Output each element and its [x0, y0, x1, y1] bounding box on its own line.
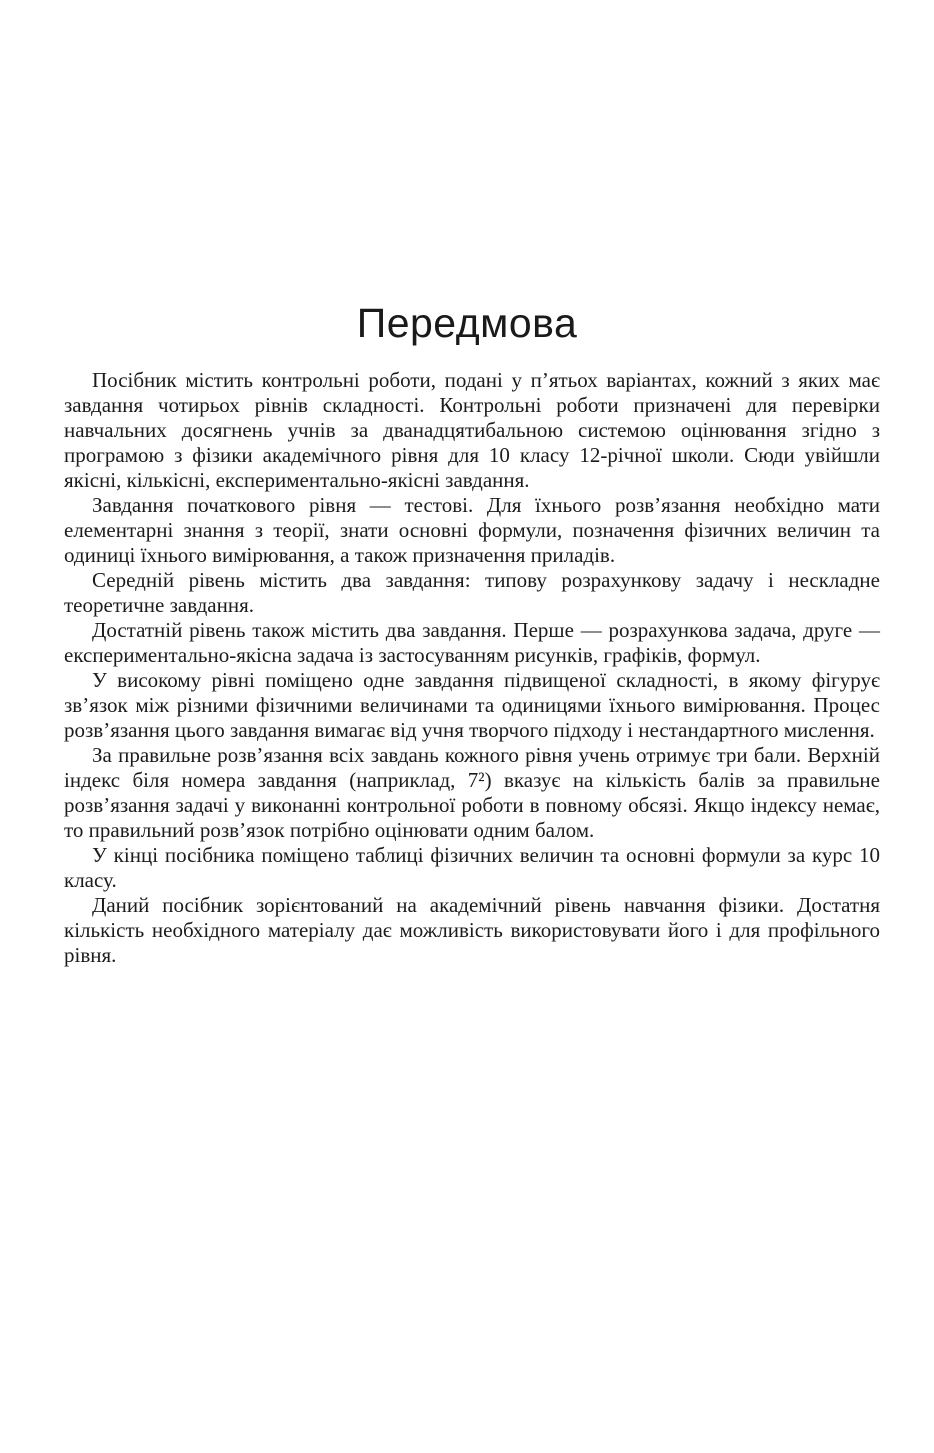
page-title: Передмова: [356, 300, 578, 346]
preface-paragraph: У кінці посібника поміщено таблиці фізичних величин та основні формули за курс 10 класу.: [64, 843, 880, 892]
preface-paragraph: Середній рівень містить два завдання: типову розрахункову задачу і нескладне теоретичне завдання.: [64, 568, 880, 617]
preface-paragraph: Даний посібник зорієнтований на академічний рівень навчання фізики. Достатня кількість необхідного матеріалу дає можливість використовувати його і для профільного рівня.: [64, 893, 880, 967]
preface-paragraph: У високому рівні поміщено одне завдання підвищеної складності, в якому фігурує зв’язок між різними фізичними величинами та одиницями їхнього вимірювання. Процес розв’язання цього завдання вимагає від учня творчого підходу і нестандартного мислення.: [64, 668, 880, 742]
preface-body: [64, 368, 880, 968]
preface-paragraph: Посібник містить контрольні роботи, подані у п’ятьох варіантах, кожний з яких має завдання чотирьох рівнів складності. Контрольні роботи призначені для перевірки навчальних досягнень учнів за дванадцятибальною системою оцінювання згідно з програмою з фізики академічного рівня для 10 класу 12-річної школи. Сюди увійшли якісні, кількісні, експериментально-якісні завдання.: [64, 368, 880, 492]
preface-paragraph: Завдання початкового рівня — тестові. Для їхнього розв’язання необхідно мати елементарні знання з теорії, знати основні формули, позначення фізичних величин та одиниці їхнього вимірювання, а також призначення приладів.: [64, 493, 880, 567]
preface-paragraph: Достатній рівень також містить два завдання. Перше — розрахункова задача, друге — експериментально-якісна задача із застосуванням рисунків, графіків, формул.: [64, 618, 880, 667]
preface-paragraph: За правильне розв’язання всіх завдань кожного рівня учень отримує три бали. Верхній індекс біля номера завдання (наприклад, 7²) вказує на кількість балів за правильне розв’язання задачі у виконанні контрольної роботи в повному обсязі. Якщо індексу немає, то правильний розв’язок потрібно оцінювати одним балом.: [64, 743, 880, 842]
